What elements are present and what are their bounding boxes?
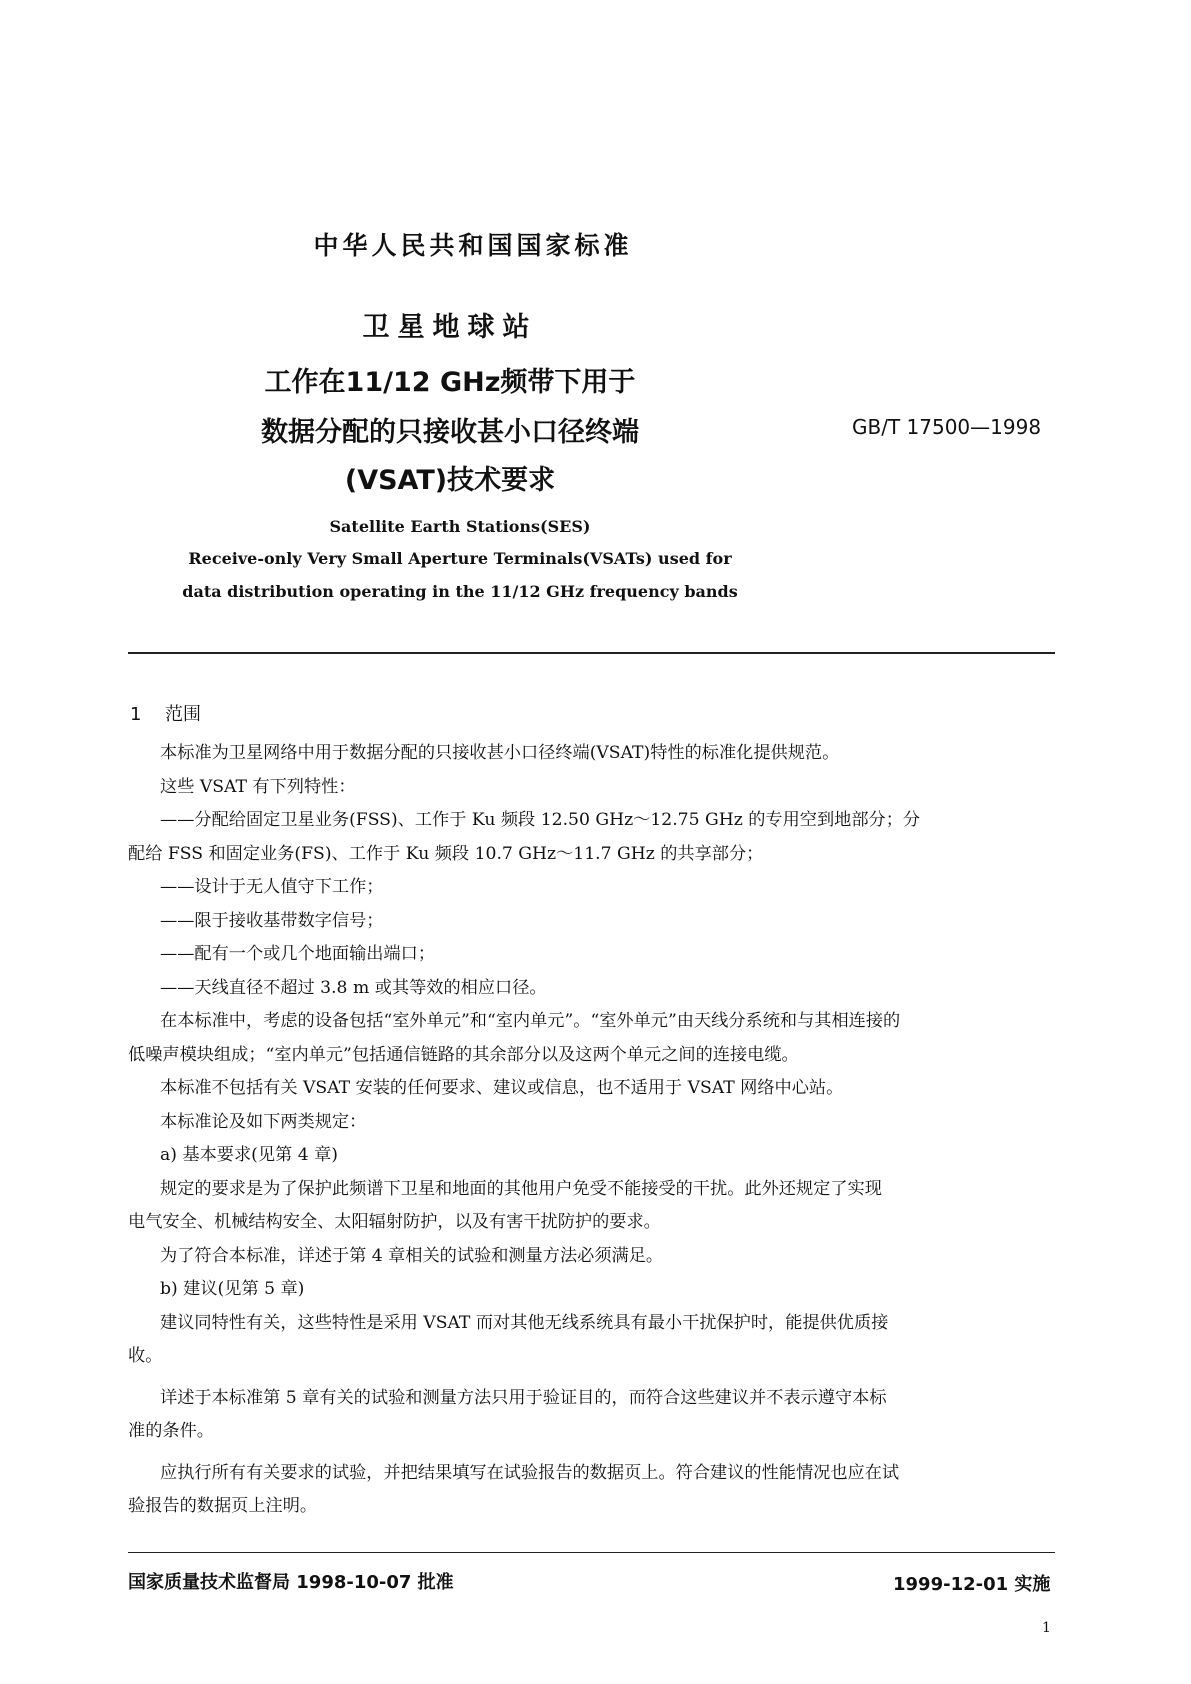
footer-divider [128,1552,1055,1553]
title-line-4: (VSAT)技术要求 [344,465,556,496]
paragraph-continuation: 电气安全、机械结构安全、太阳辐射防护，以及有害干扰防护的要求。 [128,1212,661,1232]
paragraph-continuation: 收。 [128,1346,163,1366]
title-line-3: 数据分配的只接收甚小口径终端 [261,417,639,448]
title-line-2: 工作在11/12 GHz频带下用于 [264,367,636,398]
sub-heading-a: a) 基本要求(见第 4 章) [160,1145,339,1165]
paragraph: 为了符合本标准，详述于第 4 章相关的试验和测量方法必须满足。 [160,1245,664,1266]
title-line-1: 卫星地球站 [362,312,538,343]
paragraph: 本标准为卫星网络中用于数据分配的只接收甚小口径终端(VSAT)特性的标准化提供规范。 [160,743,840,763]
standard-category-header: 中华人民共和国国家标准 [313,231,633,260]
paragraph-continuation: 准的条件。 [128,1421,214,1441]
paragraph: 建议同特性有关，这些特性是采用 VSAT 而对其他无线系统具有最小干扰保护时，能提供优质接 [160,1312,889,1333]
paragraph: 应执行所有有关要求的试验，并把结果填写在试验报告的数据页上。符合建议的性能情况也应在试 [160,1462,900,1483]
list-item: ——天线直径不超过 3.8 m 或其等效的相应口径。 [160,977,547,998]
paragraph: 在本标准中，考虑的设备包括“室外单元”和“室内单元”。“室外单元”由天线分系统和与其相连接的 [160,1011,901,1031]
paragraph-continuation: 低噪声模块组成；“室内单元”包括通信链路的其余部分以及这两个单元之间的连接电缆。 [128,1044,799,1065]
list-item: ——设计于无人值守下工作； [160,877,384,897]
sub-heading-b: b) 建议(见第 5 章) [160,1279,305,1299]
approval-date: 国家质量技术监督局 1998-10-07 批准 [128,1572,454,1593]
paragraph: 这些 VSAT 有下列特性： [160,776,356,797]
section-heading [130,700,201,726]
paragraph: 本标准论及如下两类规定： [160,1111,367,1132]
paragraph-continuation: 验报告的数据页上注明。 [128,1496,318,1516]
page-number: 1 [1042,1620,1051,1636]
list-item: ——分配给固定卫星业务(FSS)、工作于 Ku 频段 12.50 GHz～12.75 GHz 的专用空到地部分；分 [160,810,921,830]
paragraph: 规定的要求是为了保护此频谱下卫星和地面的其他用户免受不能接受的干扰。此外还规定了实现 [160,1178,882,1199]
english-title-line-1: Satellite Earth Stations(SES) [329,517,591,536]
english-title-line-2: Receive-only Very Small Aperture Terminals(VSATs) used for [188,549,732,568]
standard-code: GB/T 17500—1998 [852,415,1042,439]
list-item-continuation: 配给 FSS 和固定业务(FS)、工作于 Ku 频段 10.7 GHz～11.7 GHz 的共享部分； [128,843,764,864]
list-item: ——限于接收基带数字信号； [160,910,384,931]
section-number: 1 [130,704,142,725]
paragraph: 本标准不包括有关 VSAT 安装的任何要求、建议或信息，也不适用于 VSAT 网络中心站。 [160,1078,844,1098]
list-item: ——配有一个或几个地面输出端口； [160,944,436,964]
english-title-line-3: data distribution operating in the 11/12 GHz frequency bands [182,582,738,601]
section-title: 范围 [165,704,201,725]
implementation-date: 1999-12-01 实施 [893,1574,1051,1595]
paragraph: 详述于本标准第 5 章有关的试验和测量方法只用于验证目的，而符合这些建议并不表示遵守本标 [160,1387,887,1408]
section-body [128,737,1058,1524]
title-divider [128,652,1055,654]
